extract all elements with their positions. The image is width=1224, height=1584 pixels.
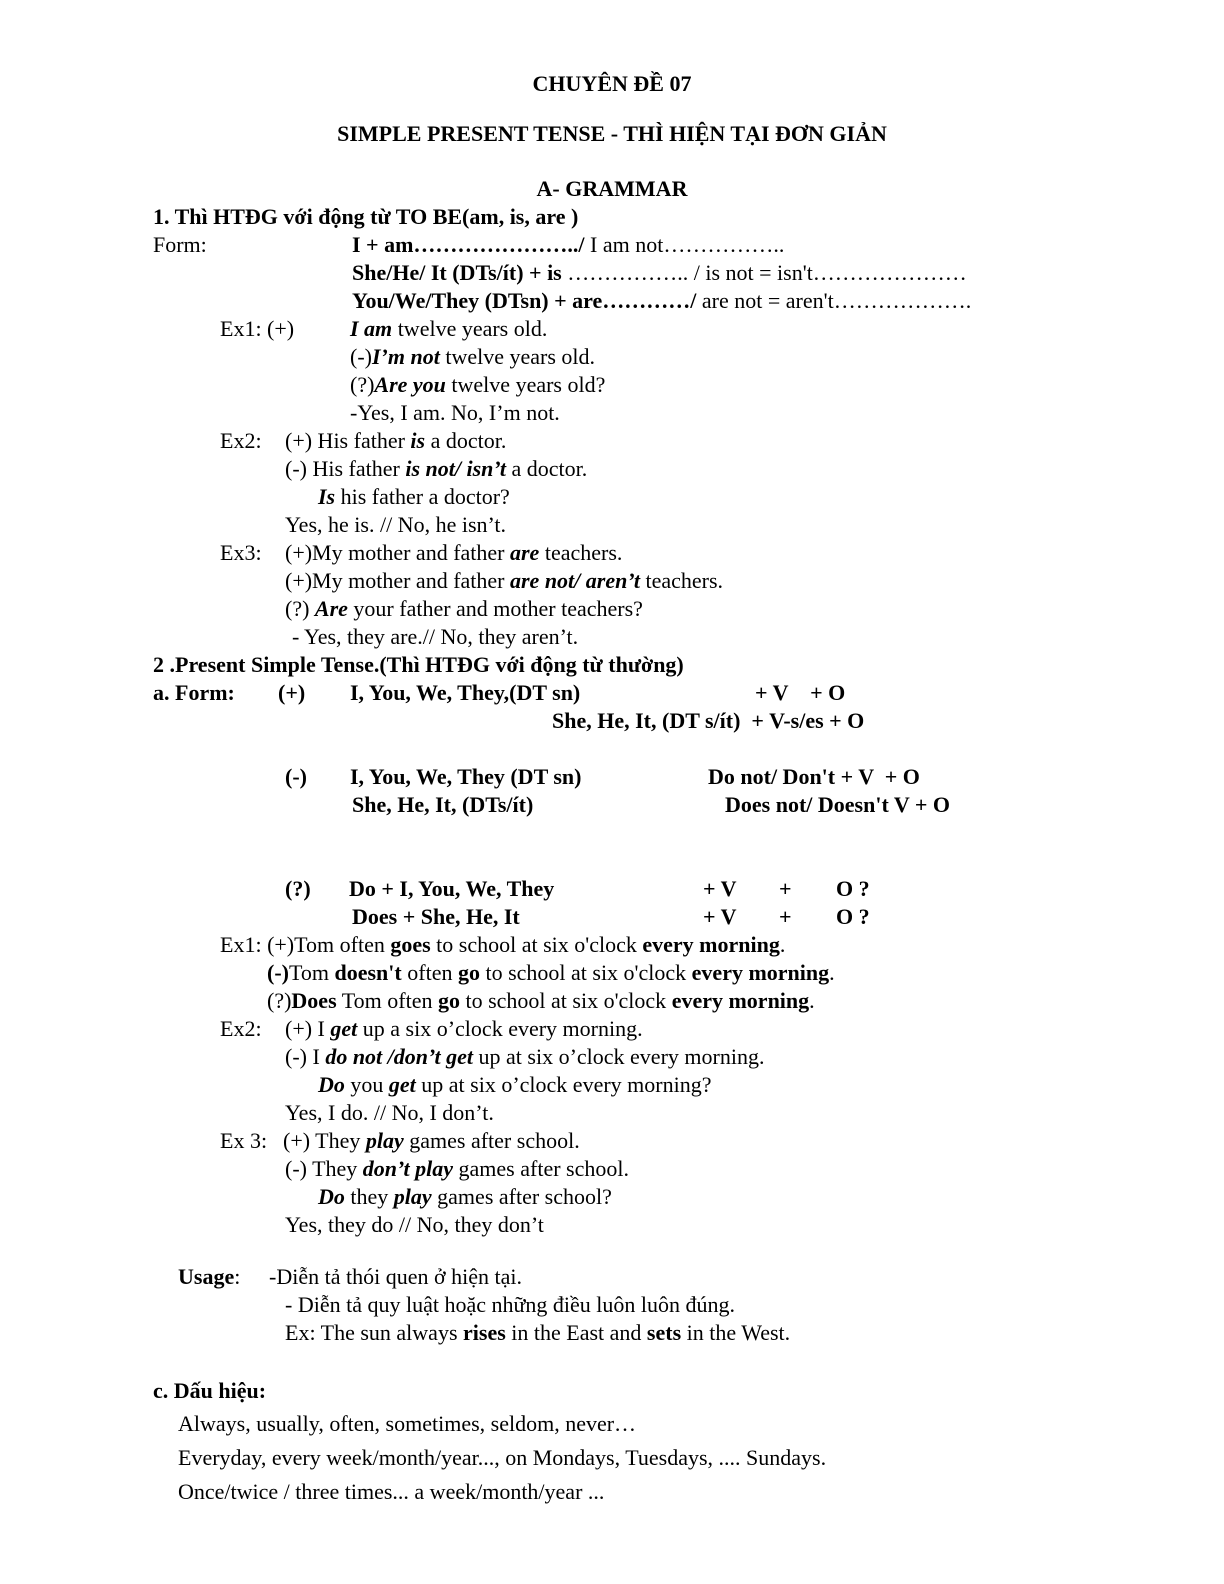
- q-verb-1: + V: [703, 876, 737, 901]
- p1-ex2-label: Ex2:: [220, 428, 262, 453]
- pos-line-2: She, He, It, (DT s/ít) + V-s/es + O: [552, 708, 865, 733]
- part1-heading: 1. Thì HTĐG với động từ TO BE(am, is, are ): [153, 204, 579, 229]
- q-subject-1: Do + I, You, We, They: [349, 876, 555, 901]
- neg-sign: (-): [285, 764, 307, 789]
- q-plus-2: +: [779, 904, 792, 929]
- p1-ex1-line2: (-)I’m not twelve years old.: [350, 344, 596, 369]
- q-verb-2: + V: [703, 904, 737, 929]
- p2-ex3-line2: (-) They don’t play games after school.: [285, 1156, 629, 1181]
- signs-line-1: Always, usually, often, sometimes, seldom, never…: [178, 1411, 637, 1436]
- p1-ex2-line1: (+) His father is a doctor.: [285, 428, 507, 453]
- q-sign: (?): [285, 876, 311, 901]
- chapter-title: CHUYÊN ĐỀ 07: [532, 71, 692, 96]
- p2-ex1-line1: Ex1: (+)Tom often goes to school at six o'clock every morning.: [220, 932, 786, 957]
- p2-ex2-line3: Do you get up at six o’clock every morning?: [318, 1072, 712, 1097]
- document-title: SIMPLE PRESENT TENSE - THÌ HIỆN TẠI ĐƠN GIẢN: [337, 121, 887, 146]
- q-subject-2: Does + She, He, It: [352, 904, 520, 929]
- neg-subject-2: She, He, It, (DTs/ít): [352, 792, 534, 817]
- q-plus-1: +: [779, 876, 792, 901]
- signs-line-2: Everyday, every week/month/year..., on Mondays, Tuesdays, .... Sundays.: [178, 1445, 827, 1470]
- pos-verb-1: + V + O: [755, 680, 846, 705]
- form-row-1: I + am…………………../ I am not……………..: [352, 232, 785, 257]
- p2-ex3-line4: Yes, they do // No, they don’t: [285, 1212, 544, 1237]
- form-row-2: She/He/ It (DTs/ít) + is …………….. / is not = isn't…………………: [352, 260, 967, 285]
- usage-line2: - Diễn tả quy luật hoặc những điều luôn luôn đúng.: [285, 1292, 736, 1317]
- p1-ex3-line1: (+)My mother and father are teachers.: [285, 540, 623, 565]
- pos-sign: (+): [278, 680, 306, 705]
- usage-label: Usage:: [178, 1264, 241, 1289]
- q-object-2: O ?: [836, 904, 870, 929]
- p1-ex2-line2: (-) His father is not/ isn’t a doctor.: [285, 456, 588, 481]
- p1-ex3-line2: (+)My mother and father are not/ aren’t teachers.: [285, 568, 724, 593]
- p1-ex3-line4: - Yes, they are.// No, they aren’t.: [292, 624, 579, 649]
- signs-line-3: Once/twice / three times... a week/month/year ...: [178, 1479, 605, 1504]
- p2-ex3-line3: Do they play games after school?: [318, 1184, 612, 1209]
- q-object-1: O ?: [836, 876, 870, 901]
- section-heading: A- GRAMMAR: [536, 176, 688, 201]
- usage-line1: -Diễn tả thói quen ở hiện tại.: [269, 1264, 522, 1289]
- p1-ex2-line3: Is his father a doctor?: [318, 484, 510, 509]
- neg-subject-1: I, You, We, They (DT sn): [350, 764, 582, 789]
- pos-subject-1: I, You, We, They,(DT sn): [350, 680, 581, 705]
- part2-form-label: a. Form:: [153, 680, 235, 705]
- p1-ex1-line1: I am twelve years old.: [350, 316, 548, 341]
- usage-example: Ex: The sun always rises in the East and sets in the West.: [285, 1320, 791, 1345]
- neg-verb-1: Do not/ Don't + V + O: [708, 764, 920, 789]
- p2-ex1-line3: (?)Does Tom often go to school at six o'clock every morning.: [267, 988, 815, 1013]
- p2-ex2-line2: (-) I do not /don’t get up at six o’clock every morning.: [285, 1044, 765, 1069]
- p2-ex2-label: Ex2:: [220, 1016, 262, 1041]
- p1-ex1-label: Ex1: (+): [220, 316, 295, 341]
- p1-ex1-line4: -Yes, I am. No, I’m not.: [350, 400, 560, 425]
- part2-heading: 2 .Present Simple Tense.(Thì HTĐG với động từ thường): [153, 652, 684, 677]
- p2-ex3-line1: (+) They play games after school.: [283, 1128, 580, 1153]
- p2-ex3-label: Ex 3:: [220, 1128, 268, 1153]
- neg-verb-2: Does not/ Doesn't V + O: [725, 792, 951, 817]
- p2-ex1-line2: (-)Tom doesn't often go to school at six o'clock every morning.: [267, 960, 835, 985]
- p2-ex2-line4: Yes, I do. // No, I don’t.: [285, 1100, 494, 1125]
- form-row-3: You/We/They (DTsn) + are…………/ are not = aren't……………….: [352, 288, 972, 313]
- p1-ex3-line3: (?) Are your father and mother teachers?: [285, 596, 643, 621]
- p1-ex2-line4: Yes, he is. // No, he isn’t.: [285, 512, 507, 537]
- p1-ex1-line3: (?)Are you twelve years old?: [350, 372, 606, 397]
- p1-ex3-label: Ex3:: [220, 540, 262, 565]
- signs-heading: c. Dấu hiệu:: [153, 1378, 267, 1403]
- p2-ex2-line1: (+) I get up a six o’clock every morning.: [285, 1016, 643, 1041]
- part1-form-label: Form:: [153, 232, 207, 257]
